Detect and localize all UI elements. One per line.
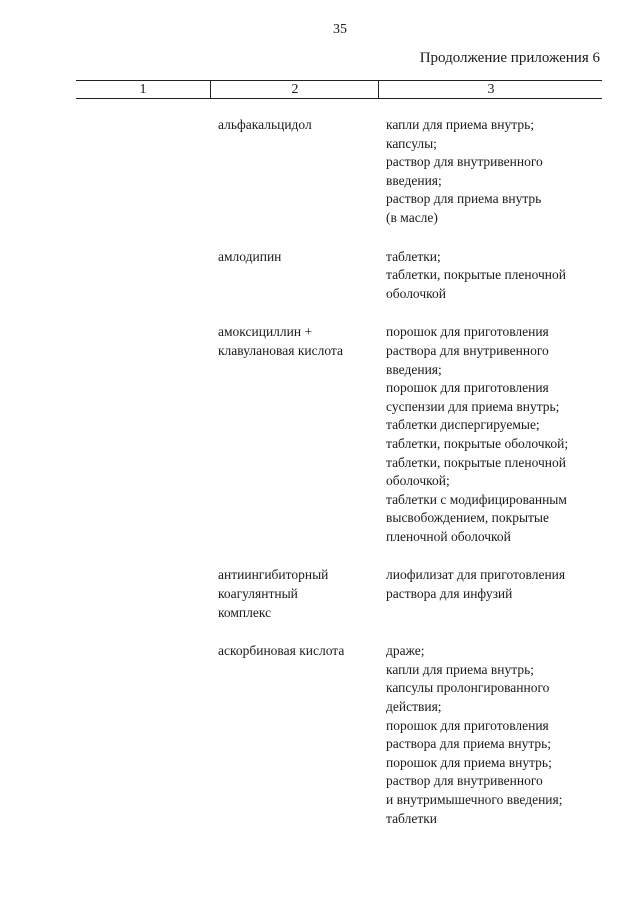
table-row	[0, 248, 640, 304]
dosage-form-line: таблетки, покрытые пленочной	[386, 267, 567, 283]
dosage-forms	[386, 248, 606, 304]
dosage-form-line: введения;	[386, 361, 442, 377]
drug-name	[218, 248, 386, 267]
dosage-form-line: капсулы;	[386, 135, 437, 151]
table-row	[0, 566, 640, 622]
dosage-form-line: капли для приема внутрь;	[386, 117, 534, 132]
dosage-form-line: капсулы пролонгированного	[386, 680, 550, 696]
page-number: 35	[333, 22, 347, 37]
drug-name	[218, 566, 386, 622]
dosage-form-line: оболочкой;	[386, 473, 450, 489]
dosage-form-line: действия;	[386, 699, 442, 715]
dosage-form-line: оболочкой	[386, 285, 446, 301]
dosage-form-line: введения;	[386, 172, 442, 188]
column-header-3: 3	[378, 81, 603, 98]
drug-name-line: амлодипин	[218, 248, 282, 264]
column-header-1: 1	[139, 82, 147, 97]
drug-name-line: клавулановая кислота	[218, 342, 343, 358]
table-row	[0, 323, 640, 546]
dosage-form-line: пленочной оболочкой	[386, 528, 511, 544]
dosage-form-line: раствора для приема внутрь;	[386, 736, 552, 752]
dosage-form-line: порошок для приготовления	[386, 380, 549, 396]
drug-name	[218, 323, 386, 360]
dosage-forms	[386, 566, 606, 603]
dosage-form-line: таблетки, покрытые пленочной	[386, 454, 567, 470]
dosage-form-line: (в масле)	[386, 209, 438, 225]
dosage-form-line: таблетки, покрытые оболочкой;	[386, 435, 569, 451]
table-row	[0, 642, 640, 828]
drug-name	[218, 642, 386, 661]
continuation-title: Продолжение приложения 6	[419, 50, 600, 66]
drug-name	[218, 116, 386, 135]
dosage-form-line: раствор для приема внутрь	[386, 191, 542, 207]
dosage-forms	[386, 642, 606, 828]
table-row	[0, 116, 640, 228]
dosage-form-line: раствора для внутривенного	[386, 342, 549, 358]
drug-name-line: амоксициллин +	[218, 324, 313, 340]
column-header-2: 2	[210, 81, 379, 98]
dosage-forms	[386, 323, 606, 546]
dosage-form-line: лиофилизат для приготовления	[386, 567, 566, 583]
dosage-form-line: таблетки с модифицированным	[386, 491, 567, 507]
dosage-forms	[386, 116, 606, 228]
dosage-form-line: раствор для внутривенного	[386, 154, 543, 170]
dosage-form-line: высвобождением, покрытые	[386, 510, 549, 526]
dosage-form-line: порошок для приготовления	[386, 717, 549, 733]
table-body	[0, 116, 640, 848]
drug-name-line: аскорбиновая кислота	[218, 643, 345, 659]
dosage-form-line: раствор для внутривенного	[386, 773, 543, 789]
drug-name-line: комплекс	[218, 604, 272, 620]
drug-name-line: коагулянтный	[218, 586, 298, 602]
drug-name-line: антиингибиторный	[218, 567, 329, 583]
dosage-form-line: суспензии для приема внутрь;	[386, 398, 560, 414]
dosage-form-line: таблетки диспергируемые;	[386, 417, 540, 433]
dosage-form-line: порошок для приема внутрь;	[386, 754, 552, 770]
table-header	[76, 80, 602, 99]
dosage-form-line: драже;	[386, 643, 425, 659]
dosage-form-line: порошок для приготовления	[386, 324, 549, 340]
dosage-form-line: и внутримышечного введения;	[386, 792, 563, 807]
dosage-form-line: таблетки	[386, 810, 438, 826]
dosage-form-line: раствора для инфузий	[386, 586, 513, 602]
dosage-form-line: капли для приема внутрь;	[386, 661, 534, 677]
dosage-form-line: таблетки;	[386, 248, 441, 264]
drug-name-line: альфакальцидол	[218, 117, 312, 132]
